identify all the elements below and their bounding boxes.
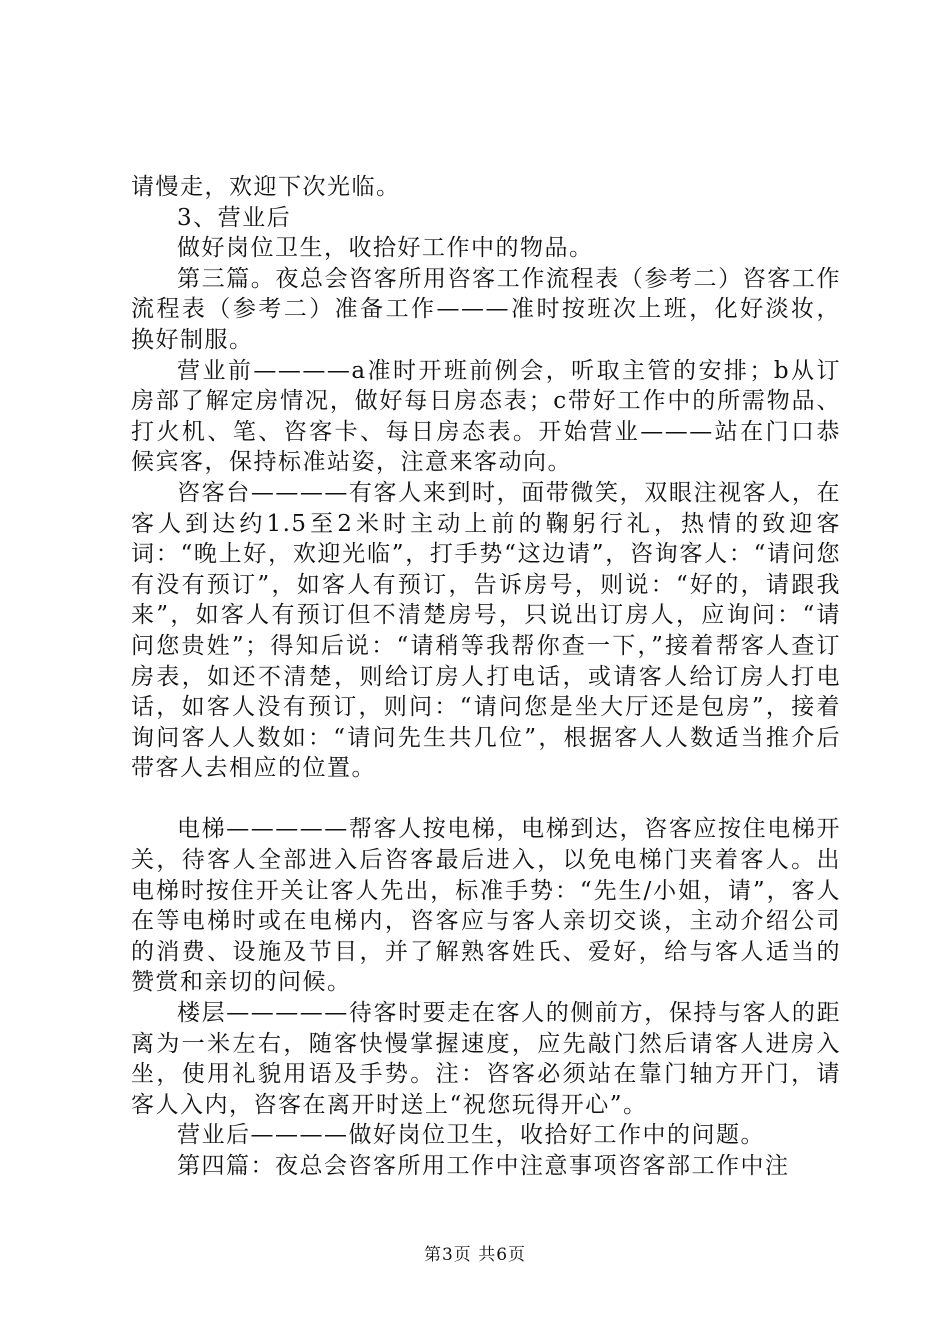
paragraph-before-business: 营业前————a准时开班前例会，听取主管的安排；b从订房部了解定房情况，做好每日房态表；c带好工作中的所需物品、打火机、笔、咨客卡、每日房态表。开始营业———站在门口恭候宾客，保持标准站姿，注意来客动向。 xyxy=(131,357,841,476)
paragraph-spacer xyxy=(131,784,841,815)
paragraph-chapter-three-title: 第三篇。夜总会咨客所用咨客工作流程表（参考二）咨客工作流程表（参考二）准备工作———准时按班次上班，化好淡妆，换好制服。 xyxy=(131,265,841,353)
paragraph-floor: 楼层—————待客时要走在客人的侧前方，保持与客人的距离为一米左右，随客快慢掌握速度，应先敲门然后请客人进房入坐，使用礼貌用语及手势。注：咨客必须站在靠门轴方开门，请客人入内，咨客在离开时送上“祝您玩得开心”。 xyxy=(131,1000,841,1118)
paragraph-after-hours-heading: 3、营业后 xyxy=(177,204,292,231)
paragraph-closing-greeting: 请慢走，欢迎下次光临。 xyxy=(131,174,401,200)
paragraph-after-hours-duty: 做好岗位卫生，收拾好工作中的物品。 xyxy=(177,235,594,262)
paragraph-after-business: 营业后————做好岗位卫生，收拾好工作中的问题。 xyxy=(177,1122,765,1149)
page-number-footer: 第3页 共6页 xyxy=(423,1245,527,1265)
document-body xyxy=(131,172,841,1182)
paragraph-elevator: 电梯—————帮客人按电梯，电梯到达，咨客应按住电梯开关，待客人全部进入后咨客最后进入，以免电梯门夹着客人。出电梯时按住开关让客人先出，标准手势：“先生/小姐，请”，客人在等电梯时或在电梯内，咨客应与客人亲切交谈，主动介绍公司的消费、设施及节目，并了解熟客姓氏、爱好，给与客人适当的赞赏和亲切的问候。 xyxy=(131,816,841,996)
paragraph-chapter-four-title: 第四篇：夜总会咨客所用工作中注意事项咨客部工作中注 xyxy=(177,1153,790,1179)
paragraph-reception-desk: 咨客台————有客人来到时，面带微笑，双眼注视客人，在客人到达约1.5至2米时主动上前的鞠躬行礼，热情的致迎客词：“晚上好，欢迎光临”，打手势“这边请”，咨询客人：“请问您有没有预订”，如客人有预订，告诉房号，则说：“好的，请跟我来”，如客人有预订但不清楚房号，只说出订房人，应询问：“请问您贵姓”；得知后说：“请稍等我帮你查一下，”接着帮客人查订房表，如还不清楚，则给订房人打电话，或请客人给订房人打电话，如客人没有预订，则问：“请问您是坐大厅还是包房”，接着询问客人人数如：“请问先生共几位”，根据客人人数适当推介后带客人去相应的位置。 xyxy=(131,479,841,782)
